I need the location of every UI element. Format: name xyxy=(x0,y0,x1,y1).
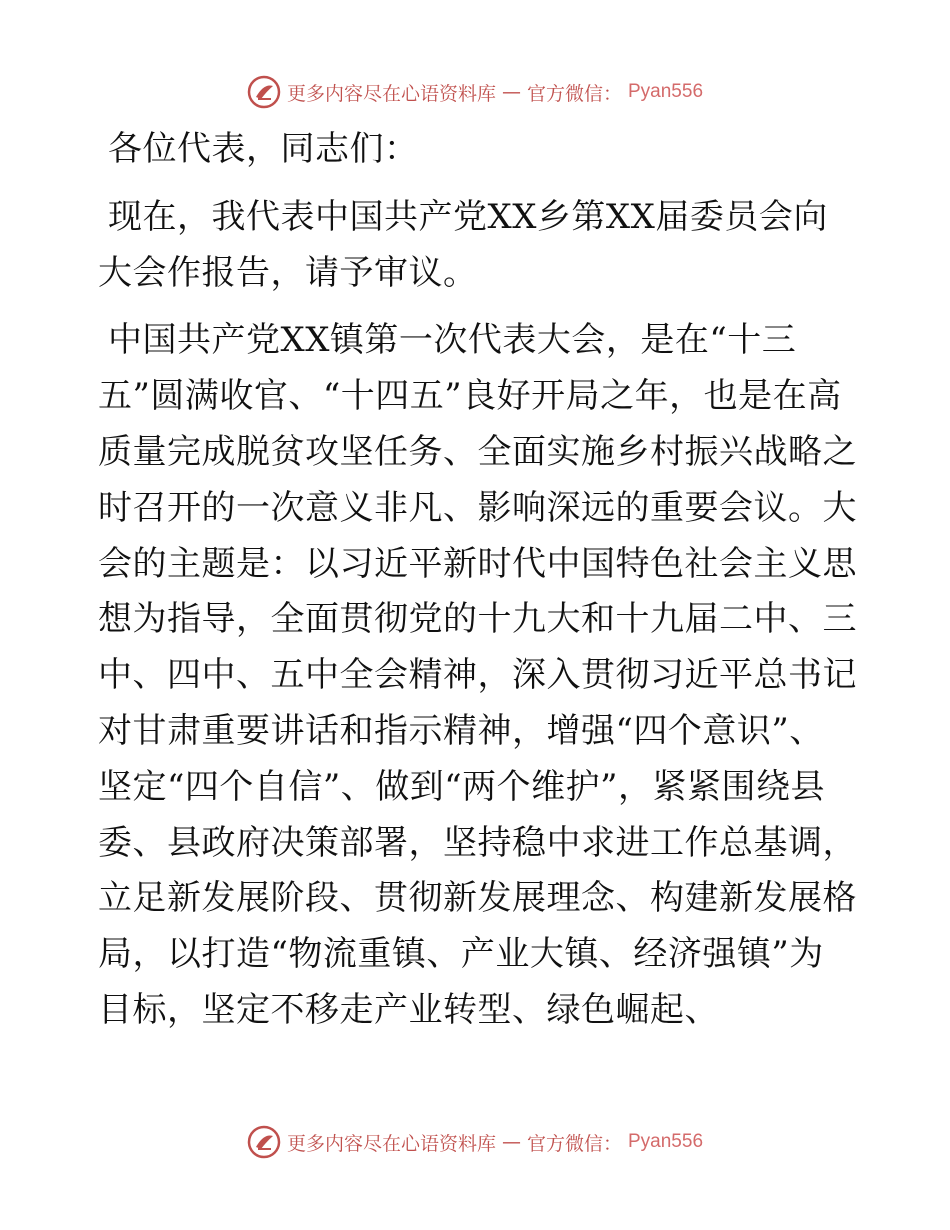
banner-account: Pyan556 xyxy=(628,81,704,102)
red-book-logo-icon xyxy=(247,75,281,109)
header-banner xyxy=(0,75,950,109)
paragraph-1: 现在，我代表中国共产党XX乡第XX届委员会向大会作报告，请予审议。 xyxy=(98,196,828,293)
footer-account: Pyan556 xyxy=(628,1131,704,1152)
footer-site-text: 更多内容尽在心语资料库 xyxy=(286,1132,496,1155)
banner-wechat-label: 官方微信： xyxy=(526,82,622,105)
greeting: 各位代表，同志们： xyxy=(108,129,419,169)
footer-banner xyxy=(0,1125,950,1159)
banner-dash: — xyxy=(501,81,521,103)
paragraph-2: 中国共产党XX镇第一次代表大会，是在“十三五”圆满收官、“十四五”良好开局之年，也是在高质量完成脱贫攻坚任务、全面实施乡村振兴战略之时召开的一次意义非凡、影响深远的重要会议。大会的主题是：以习近平新时代中国特色社会主义思想为指导，全面贯彻党的十九大和十九届二中、三中、四中、五中全会精神，深入贯彻习近平总书记对甘肃重要讲话和指示精神，增强“四个意识”、坚定“四个自信”、做到“两个维护”，紧紧围绕县委、县政府决策部署，坚持稳中求进工作总基调，立足新发展阶段、贯彻新发展理念、构建新发展格局，以打造“物流重镇、产业大镇、经济强镇”为目标，坚定不移走产业转型、绿色崛起、 xyxy=(98,320,857,1030)
footer-dash: — xyxy=(501,1131,521,1153)
red-book-logo-icon xyxy=(247,1125,281,1159)
banner-site-text: 更多内容尽在心语资料库 xyxy=(286,82,496,105)
footer-wechat-label: 官方微信： xyxy=(526,1132,622,1155)
document-body xyxy=(98,122,858,1039)
